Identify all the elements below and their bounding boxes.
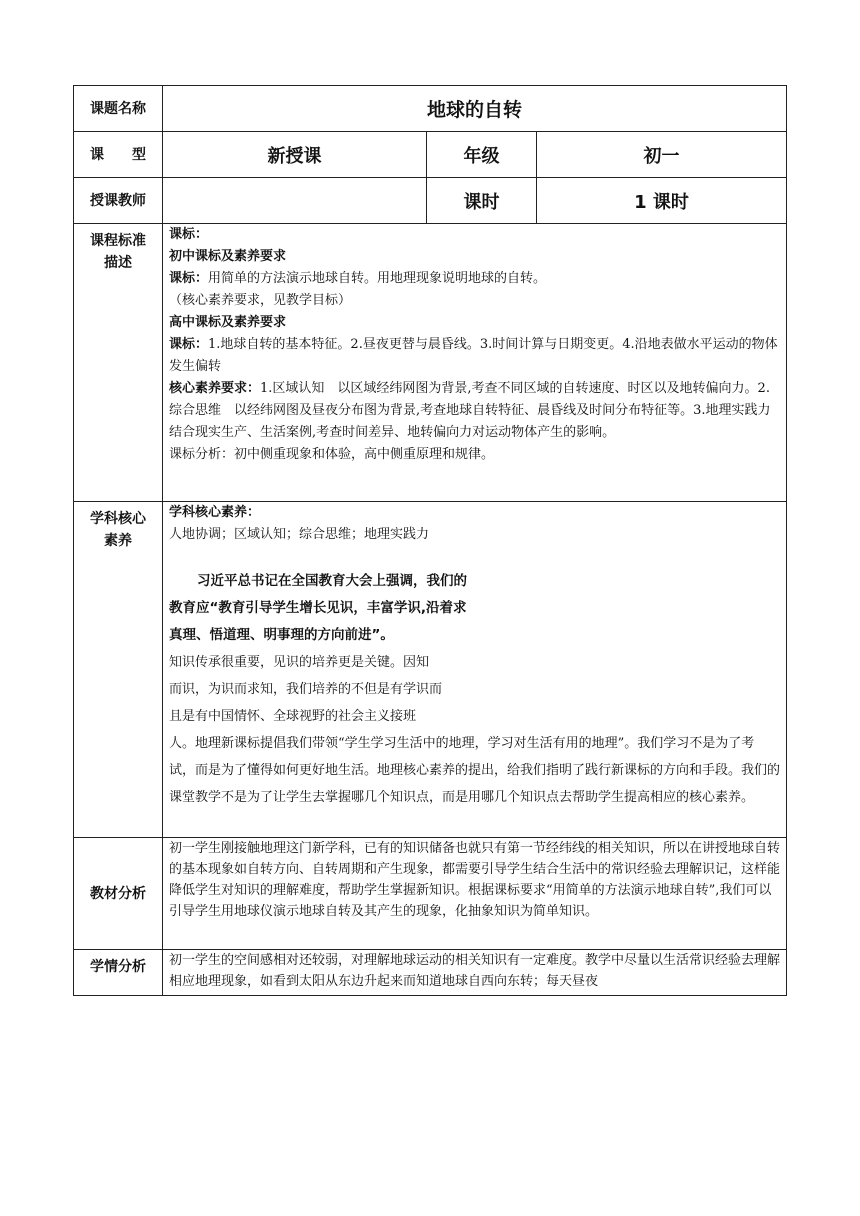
title-row (74, 86, 787, 132)
senior-text: 1.地球自转的基本特征。2.昼夜更替与晨昏线。3.时间计算与日期变更。4.沿地表做水平运动的物体发生偏转 (169, 337, 778, 374)
type-value: 新授课 (163, 132, 427, 178)
core-label (74, 502, 163, 838)
students-label: 学情分析 (74, 950, 163, 996)
senior-lead: 课标： (169, 337, 209, 352)
core-label-line2: 素养 (104, 533, 132, 549)
core-lead: 核心素养要求： (169, 381, 261, 396)
junior-text: 用简单的方法演示地球自转。用地理现象说明地球的自转。 (208, 271, 547, 286)
core-content (163, 502, 787, 838)
core-narrow-1: 知识传承很重要，见识的培养更是关键。因知 (169, 655, 430, 670)
lesson-plan-table (73, 85, 787, 996)
standards-heading: 课标： (169, 227, 209, 242)
core-label-line1: 学科核心 (90, 511, 146, 527)
lesson-title: 地球的自转 (163, 86, 787, 132)
core-literacy-row (74, 502, 787, 838)
junior-note: （核心素养要求，见教学目标） (169, 293, 352, 308)
students-analysis: 初一学生的空间感相对还较弱，对理解地球运动的相关知识有一定难度。教学中尽量以生活常识经验去理解相应地理现象，如看到太阳从东边升起来而知道地球自西向东转；每天昼夜 (163, 950, 787, 996)
junior-standard (169, 268, 780, 290)
junior-lead: 课标： (169, 271, 209, 286)
grade-value: 初一 (537, 132, 787, 178)
standards-row (74, 224, 787, 502)
standards-label-line1: 课程标准 (90, 233, 146, 249)
core-text: 1.区域认知 以区域经纬网图为背景,考查不同区域的自转速度、时区以及地转偏向力。2.综合思维 以经纬网图及昼夜分布图为背景,考查地球自转特征、晨昏线及时间分布特征等。3.地理实践力 结合现实生产、生活案例,考查时间差异、地转偏向力对运动物体产生的影响。 (169, 381, 784, 440)
core-heading: 学科核心素养： (169, 505, 261, 520)
standards-content (163, 224, 787, 502)
teacher-value (163, 178, 427, 224)
core-narrow-2: 而识，为识而求知，我们培养的不但是有学识而 (169, 682, 443, 697)
textbook-analysis: 初一学生刚接触地理这门新学科，已有的知识储备也就只有第一节经纬线的相关知识，所以在讲授地球自转的基本现象如自转方向、自转周期和产生现象，都需要引导学生结合生活中的常识经验去理解识记，这样能降低学生对知识的理解难度，帮助学生掌握新知识。根据课标要求“用简单的方法演示地球自转”,我们可以引导学生用地球仪演示地球自转及其产生的现象，化抽象知识为简单知识。 (163, 838, 787, 950)
teacher-row (74, 178, 787, 224)
senior-heading: 高中课标及素养要求 (169, 315, 287, 330)
core-spacer (169, 546, 780, 568)
junior-heading: 初中课标及素养要求 (169, 249, 287, 264)
type-row (74, 132, 787, 178)
textbook-row (74, 838, 787, 950)
standards-label-line2: 描述 (104, 255, 132, 271)
standards-analysis: 课标分析：初中侧重现象和体验，高中侧重原理和规律。 (169, 447, 495, 462)
title-label: 课题名称 (74, 86, 163, 132)
core-list: 人地协调；区域认知；综合思维；地理实践力 (169, 527, 430, 542)
grade-label: 年级 (427, 132, 537, 178)
core-paragraph: 人。地理新课标提倡我们带领“学生学习生活中的地理，学习对生活有用的地理”。我们学习不是为了考试，而是为了懂得如何更好地生活。地理核心素养的提出，给我们指明了践行新课标的方向和手段。我们的课堂教学不是为了让学生去掌握哪几个知识点，而是用哪几个知识点去帮助学生提高相应的核心素养。 (169, 736, 781, 805)
hours-label: 课时 (427, 178, 537, 224)
core-narrow-3: 且是有中国情怀、全球视野的社会主义接班 (169, 709, 417, 724)
senior-standard (169, 334, 780, 378)
teacher-label: 授课教师 (74, 178, 163, 224)
textbook-label: 教材分析 (74, 838, 163, 950)
core-quote: 习近平总书记在全国教育大会上强调，我们的教育应“教育引导学生增长见识，丰富学识,沿着求真理、悟道理、明事理的方向前进”。 (169, 573, 467, 643)
standards-label (74, 224, 163, 502)
type-label: 课 型 (74, 132, 163, 178)
hours-value: 1 课时 (537, 178, 787, 224)
students-row (74, 950, 787, 996)
core-requirement (169, 378, 784, 444)
